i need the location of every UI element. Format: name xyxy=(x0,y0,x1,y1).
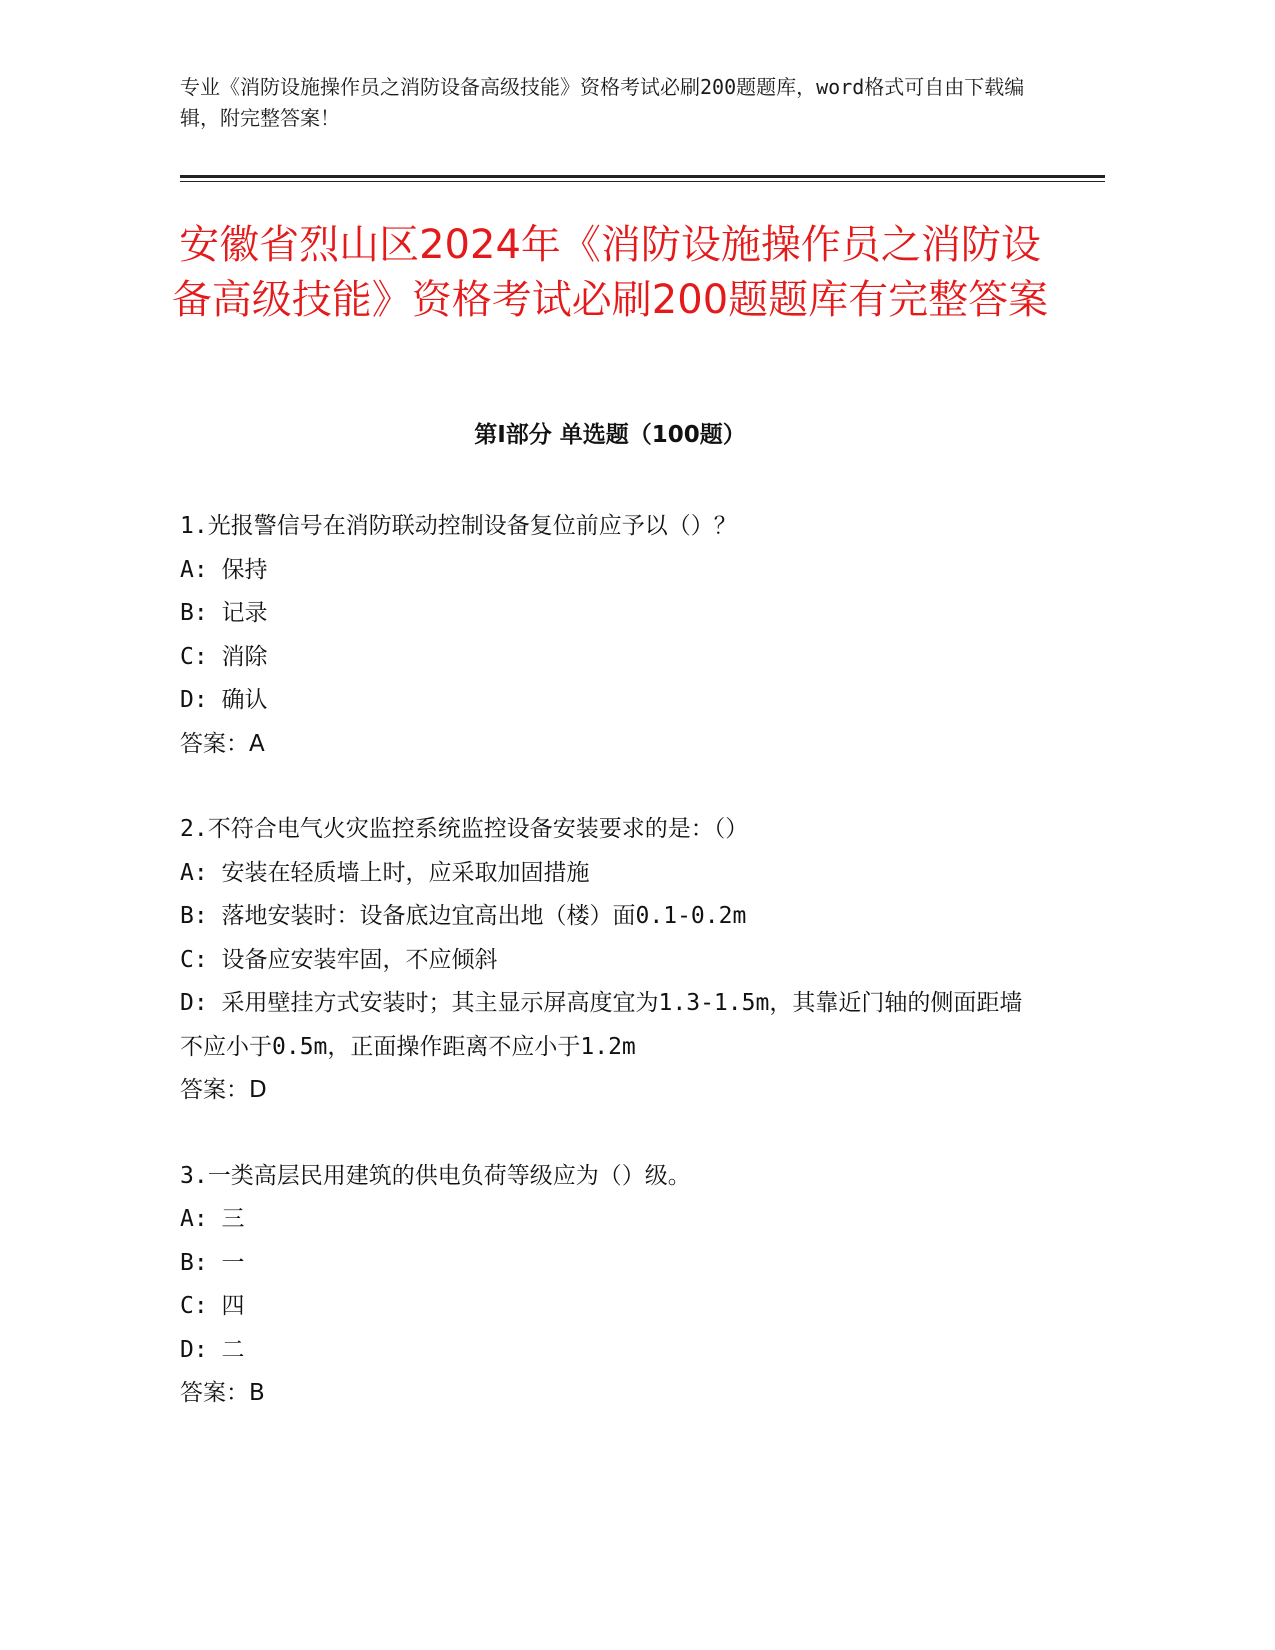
option-b: B: 落地安装时：设备底边宜高出地（楼）面0.1-0.2m xyxy=(180,903,747,929)
document-title: 安徽省烈山区2024年《消防设施操作员之消防设备高级技能》资格考试必刷200题题库有完整答案 xyxy=(171,222,1049,323)
question-stem: 1.光报警信号在消防联动控制设备复位前应予以（）？ xyxy=(180,513,737,539)
option-d: D: 采用壁挂方式安装时；其主显示屏高度宜为1.3-1.5m，其靠近门轴的侧面距墙不应小于0.5m，正面操作距离不应小于1.2m xyxy=(180,990,1023,1060)
option-c: C: 四 xyxy=(180,1293,245,1319)
header-note: 专业《消防设施操作员之消防设备高级技能》资格考试必刷200题题库，word格式可自由下载编辑，附完整答案！ xyxy=(180,75,1025,130)
option-a: A: 三 xyxy=(180,1206,245,1232)
question-3 xyxy=(180,1155,1040,1416)
question-2 xyxy=(180,808,1040,1113)
question-list xyxy=(180,505,1040,1458)
answer-label: 答案：B xyxy=(180,1380,265,1406)
section-title: 第Ⅰ部分 单选题（100题） xyxy=(474,422,746,448)
option-c: C: 设备应安装牢固，不应倾斜 xyxy=(180,946,498,973)
option-b: B: 记录 xyxy=(180,600,268,626)
header-rule-thin xyxy=(180,181,1105,182)
question-stem: 2.不符合电气火灾监控系统监控设备安装要求的是：（） xyxy=(180,816,749,842)
question-stem: 3.一类高层民用建筑的供电负荷等级应为（）级。 xyxy=(180,1162,691,1189)
option-b: B: 一 xyxy=(180,1249,245,1276)
option-d: D: 二 xyxy=(180,1336,245,1363)
option-a: A: 安装在轻质墙上时，应采取加固措施 xyxy=(180,859,590,886)
option-d: D: 确认 xyxy=(180,687,268,713)
option-c: C: 消除 xyxy=(180,643,268,670)
header-rule-thick xyxy=(180,175,1105,178)
answer-label: 答案：A xyxy=(180,730,265,757)
option-a: A: 保持 xyxy=(180,556,268,583)
answer-label: 答案：D xyxy=(180,1077,267,1103)
question-1 xyxy=(180,505,1040,766)
